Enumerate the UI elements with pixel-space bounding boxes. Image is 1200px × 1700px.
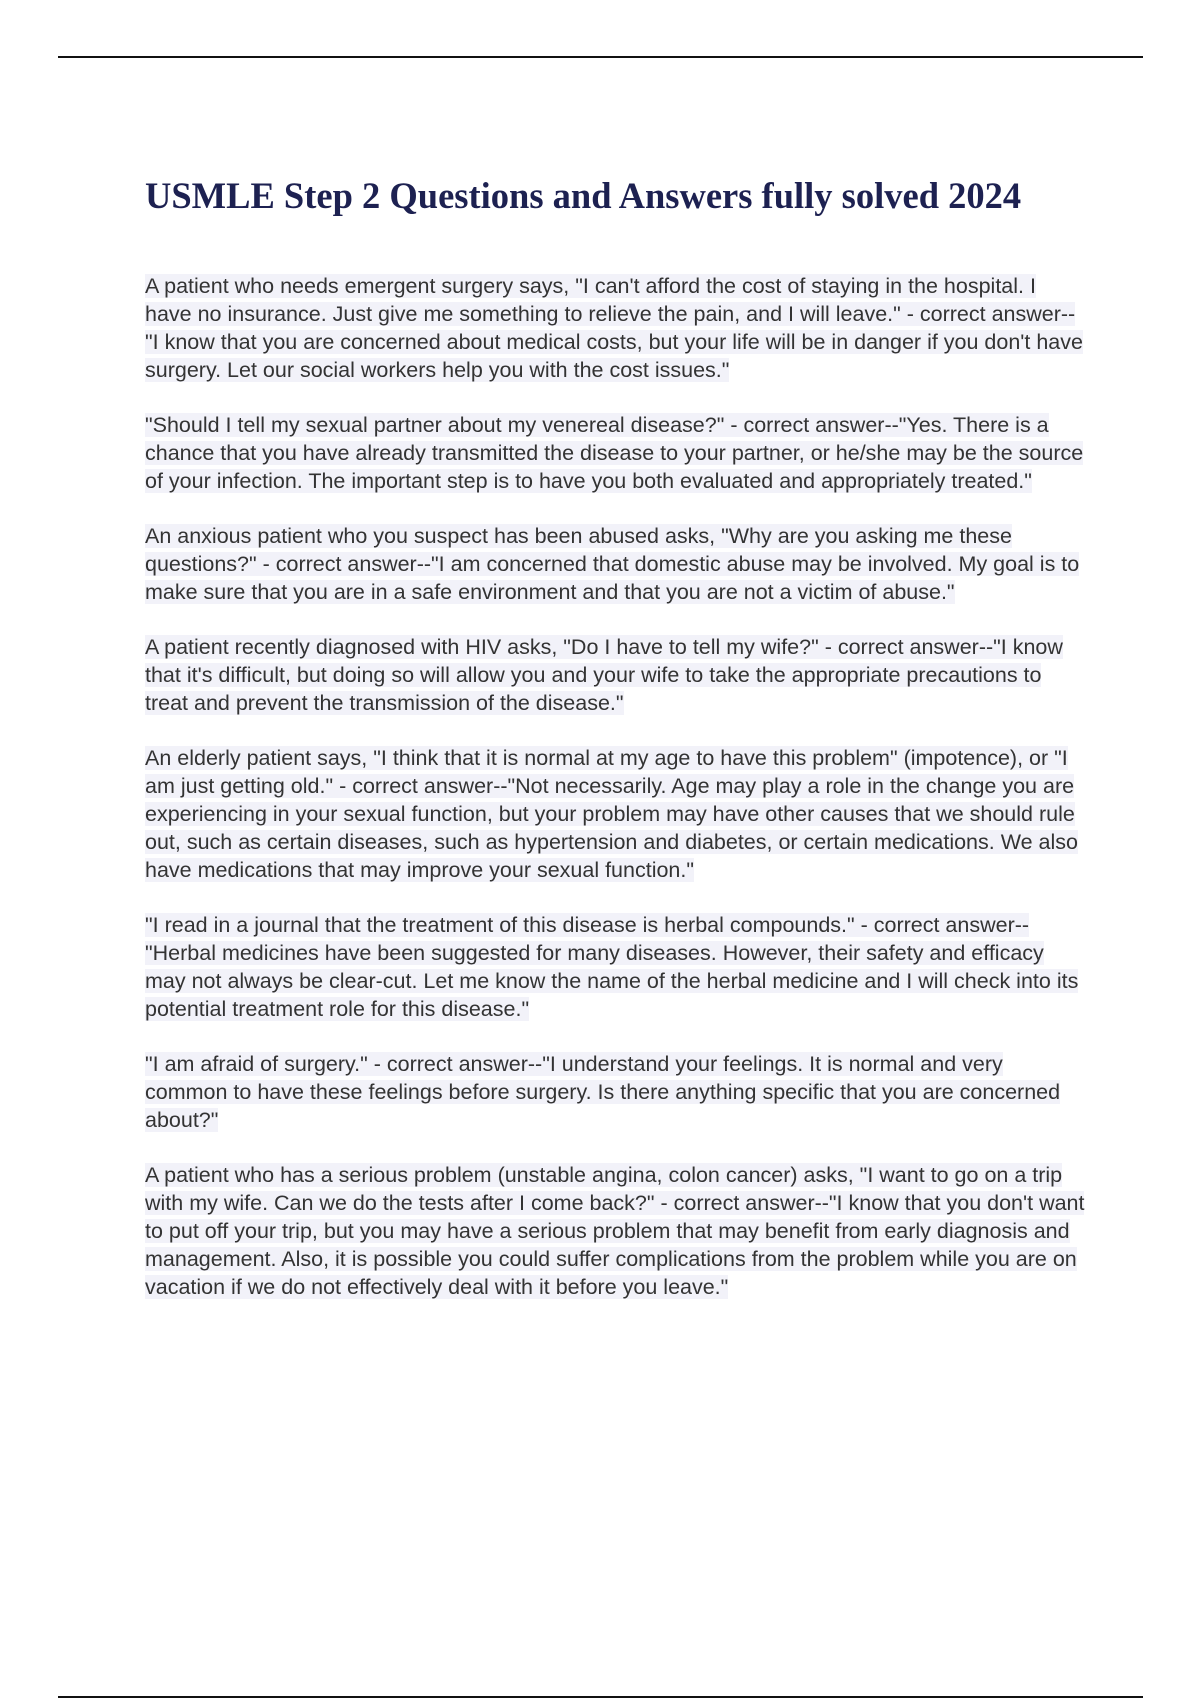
qa-text: "I read in a journal that the treatment of this disease is herbal compounds." - correct answer--"Herbal medicines have been suggested for many diseases. However, their safety and efficacy may not always be clear-cut. Let me know the name of the herbal medicine and I will check into its potential treatment role for this disease." — [145, 913, 1079, 1021]
qa-text: A patient who has a serious problem (unstable angina, colon cancer) asks, "I want to go on a trip with my wife. Can we do the tests after I come back?" - correct answer--"I know that you don't want to put off your trip, but you may have a serious problem that may benefit from early diagnosis and management. Also, it is possible you could suffer complications from the problem while you are on vacation if we do not effectively deal with it before you leave." — [145, 1163, 1085, 1299]
qa-item — [145, 633, 1085, 717]
qa-item — [145, 911, 1085, 1023]
qa-item — [145, 1050, 1085, 1134]
qa-item — [145, 411, 1085, 495]
qa-item — [145, 522, 1085, 606]
qa-item — [145, 1161, 1085, 1301]
qa-text: An elderly patient says, "I think that it is normal at my age to have this problem" (impotence), or "I am just getting old." - correct answer--"Not necessarily. Age may play a role in the change you are experiencing in your sexual function, but your problem may have other causes that we should rule out, such as certain diseases, such as hypertension and diabetes, or certain medications. We also have medications that may improve your sexual function." — [145, 746, 1078, 882]
qa-item — [145, 272, 1085, 384]
top-divider — [58, 56, 1143, 58]
bottom-divider — [58, 1696, 1143, 1698]
qa-item — [145, 744, 1085, 884]
document-title: USMLE Step 2 Questions and Answers fully solved 2024 — [145, 175, 1022, 216]
qa-list — [145, 272, 1085, 1328]
qa-text: "Should I tell my sexual partner about my venereal disease?" - correct answer--"Yes. There is a chance that you have already transmitted the disease to your partner, or he/she may be the source of your infection. The important step is to have you both evaluated and appropriately treated." — [145, 413, 1084, 493]
qa-text: A patient recently diagnosed with HIV asks, "Do I have to tell my wife?" - correct answer--"I know that it's difficult, but doing so will allow you and your wife to take the appropriate precautions to treat and prevent the transmission of the disease." — [145, 635, 1063, 715]
qa-text: "I am afraid of surgery." - correct answer--"I understand your feelings. It is normal and very common to have these feelings before surgery. Is there anything specific that you are concerned about?" — [145, 1052, 1061, 1132]
qa-text: An anxious patient who you suspect has been abused asks, "Why are you asking me these questions?" - correct answer--"I am concerned that domestic abuse may be involved. My goal is to make sure that you are in a safe environment and that you are not a victim of abuse." — [145, 524, 1080, 604]
qa-text: A patient who needs emergent surgery says, "I can't afford the cost of staying in the hospital. I have no insurance. Just give me something to relieve the pain, and I will leave." - correct answer--"I know that you are concerned about medical costs, but your life will be in danger if you don't have surgery. Let our social workers help you with the cost issues." — [145, 274, 1083, 382]
